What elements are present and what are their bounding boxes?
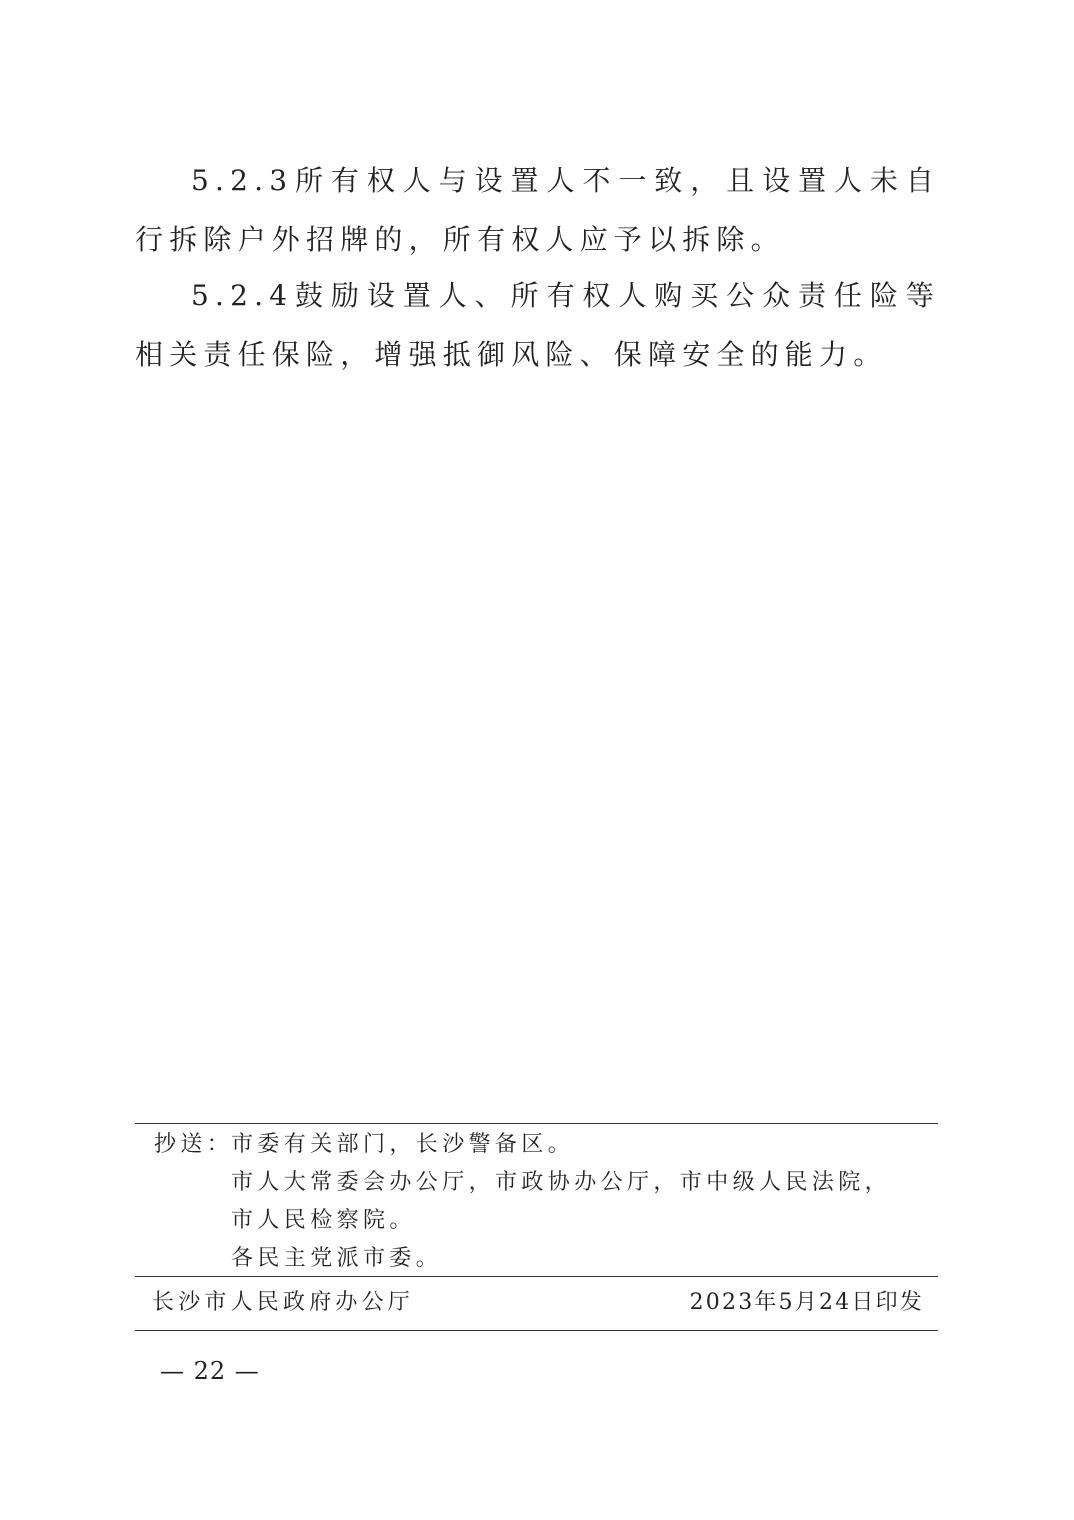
cc-line: 市人大常委会办公厅，市政协办公厅，市中级人民法院，	[231, 1170, 892, 1195]
cc-line: 市委有关部门，长沙警备区。	[231, 1132, 575, 1157]
cc-label: 抄送：	[154, 1132, 234, 1157]
paragraph-5-2-4: 5.2.4鼓励设置人、所有权人购买公众责任险等相关责任保险，增强抵御风险、保障安全的能力。	[135, 279, 940, 371]
page-number: — 22 —	[160, 1357, 260, 1385]
issuing-office: 长沙市人民政府办公厅	[152, 1290, 415, 1315]
issue-date: 2023年5月24日印发	[689, 1290, 924, 1315]
cc-line: 各民主党派市委。	[231, 1246, 443, 1271]
cc-line: 市人民检察院。	[231, 1208, 416, 1233]
top-divider	[135, 1123, 938, 1124]
paragraph-5-2-3: 5.2.3所有权人与设置人不一致，且设置人未自行拆除户外招牌的，所有权人应予以拆除。	[135, 164, 940, 256]
middle-divider	[135, 1276, 938, 1277]
bottom-divider	[135, 1330, 938, 1331]
